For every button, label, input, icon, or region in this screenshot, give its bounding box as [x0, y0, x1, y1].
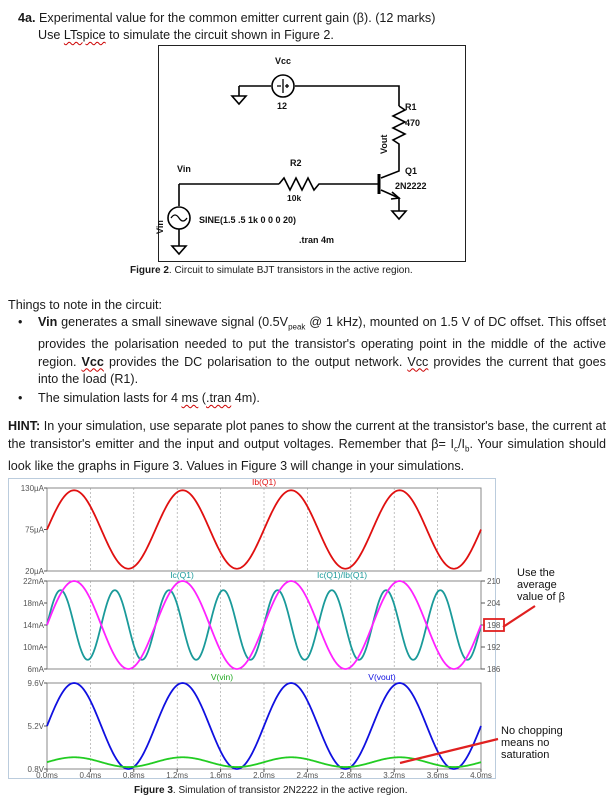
figure3-text: . Simulation of transistor 2N2222 in the active region. — [172, 785, 408, 796]
r1-label: R1 — [405, 102, 417, 112]
beta-arrow — [503, 606, 535, 627]
chop-note — [501, 725, 563, 761]
bullet-1 — [8, 314, 606, 389]
r1-value: 470 — [405, 118, 421, 128]
hint-text-c: . Your simulation should look like the graphs in Figure 3. Values in Figure 3 will change in your simulations. — [8, 436, 606, 473]
pane2-ytick-left-1: 18mA — [23, 599, 44, 608]
pane2-ytick-left-0: 22mA — [23, 577, 44, 586]
question-title-text: Experimental value for the common emitter current gain (β). (12 marks) — [39, 11, 436, 25]
b1-vcc2: Vcc — [407, 354, 429, 369]
vcc-symbol-marks — [277, 79, 289, 93]
figure3-label: Figure 3 — [134, 785, 173, 796]
bullet-dot-1: • — [18, 315, 23, 329]
pane3-legend-vout: V(vout) — [368, 672, 396, 682]
hint-sub-c: c — [454, 444, 459, 454]
q1-label: Q1 — [405, 166, 418, 176]
b2-b: ( — [198, 391, 206, 405]
emitter-wire — [381, 190, 399, 211]
pane1-title: Ib(Q1) — [251, 477, 277, 487]
beta-note — [517, 567, 565, 603]
beta-note-line-1: Use the — [517, 567, 555, 579]
r2-label: R2 — [290, 158, 302, 168]
question-title — [18, 10, 435, 26]
xtick-0: 0.0ms — [36, 771, 58, 780]
pane3-ytick-0: 9.6V — [27, 679, 44, 688]
notes-heading: Things to note in the circuit: — [8, 298, 163, 312]
b1-bold: Vin — [38, 315, 58, 329]
ground-symbol-3 — [172, 246, 186, 254]
chop-note-line-3: saturation — [501, 749, 550, 761]
ground-symbol-1 — [232, 96, 246, 104]
figure3-caption — [134, 785, 407, 796]
r1-resistor — [393, 106, 405, 166]
tran-spec: .tran 4m — [299, 235, 335, 245]
pane2-ytick-right-0: 210 — [487, 577, 501, 586]
subtitle-pre: Use — [38, 28, 64, 42]
vin-sine-mark — [171, 215, 187, 221]
b2-ms: ms — [181, 391, 199, 405]
xtick-10: 4.0ms — [470, 771, 492, 780]
hint-text-b: /I — [458, 436, 466, 451]
simulation-plot — [8, 477, 501, 780]
xtick-1: 0.4ms — [79, 771, 102, 780]
bullet-1-text — [38, 314, 606, 389]
xtick-4: 1.6ms — [209, 771, 232, 780]
xtick-7: 2.8ms — [339, 771, 362, 780]
ground-symbol-2 — [392, 211, 406, 219]
xtick-8: 3.2ms — [383, 771, 406, 780]
figure2-text: . Circuit to simulate BJT transistors in the active region. — [168, 265, 413, 276]
circuit-schematic — [155, 46, 465, 261]
sine-spec: SINE(1.5 .5 1k 0 0 0 20) — [199, 215, 297, 225]
xtick-9: 3.6ms — [426, 771, 449, 780]
b1-c: provides the DC polarisation to the output network. — [103, 354, 408, 369]
pane3-ytick-2: 0.8V — [27, 765, 44, 774]
b2-tran: .tran — [206, 391, 232, 405]
pane2-ytick-right-1: 204 — [487, 599, 501, 608]
beta-note-line-2: average — [517, 579, 557, 591]
r2-value: 10k — [287, 193, 302, 203]
vout-label: Vout — [379, 134, 389, 154]
pane2-ytick-left-4: 6mA — [27, 665, 44, 674]
hint-text-a: In your simulation, use separate plot panes to show the current at the transistor's base, the current at the transistor's emitter and the input and output voltages. Remember that β= I — [8, 419, 606, 451]
vcc-rail — [295, 86, 399, 106]
question-subtitle — [38, 27, 334, 43]
chop-note-line-2: means no — [501, 737, 550, 749]
r2-resistor — [279, 178, 379, 190]
figure2-caption — [130, 265, 413, 276]
b2-a: The simulation lasts for 4 — [38, 391, 182, 405]
bullet-2 — [8, 390, 606, 408]
hint-label: HINT: — [8, 419, 41, 433]
bullet-2-text — [38, 390, 606, 408]
xtick-5: 2.0ms — [253, 771, 275, 780]
pane2-legend-ic: Ic(Q1) — [170, 570, 194, 580]
question-number: 4a. — [18, 11, 36, 25]
vin-series-line — [47, 757, 481, 767]
plot-svg — [9, 477, 501, 780]
chop-note-line-1: No chopping — [501, 725, 563, 737]
xtick-6: 2.4ms — [296, 771, 319, 780]
pane1-ytick-2: 20µA — [25, 567, 44, 576]
vin-net-label: Vin — [177, 164, 191, 174]
pane2-ytick-right-4: 186 — [487, 665, 501, 674]
vcc-label: Vcc — [275, 56, 292, 66]
pane1-ytick-0: 130µA — [20, 484, 44, 493]
hint-sub-b: b — [465, 444, 470, 454]
vin-source-label: Vin — [155, 220, 165, 234]
vcc-value: 12 — [277, 101, 288, 111]
collector-wire — [381, 166, 399, 178]
pane2-ytick-left-3: 10mA — [23, 643, 44, 652]
pane2-legend-beta: Ic(Q1)/Ib(Q1) — [316, 570, 368, 580]
subtitle-post: to simulate the circuit shown in Figure 2. — [105, 28, 334, 42]
q1-model: 2N2222 — [395, 181, 427, 191]
b1-a: generates a small sinewave signal (0.5V — [57, 315, 289, 329]
pane3-ytick-1: 5.2V — [27, 722, 44, 731]
xtick-2: 0.8ms — [122, 771, 145, 780]
b2-c: 4m). — [231, 391, 260, 405]
beta-note-line-3: value of β — [517, 591, 565, 603]
b1-vcc1: Vcc — [81, 354, 104, 369]
circuit-figure — [155, 45, 466, 262]
hint-paragraph — [8, 418, 606, 475]
b1-d: provides the current that goes into the load (R1). — [38, 354, 606, 387]
pane2-ytick-left-2: 14mA — [23, 621, 44, 630]
b1-b: @ 1 kHz), mounted on 1.5 V of DC offset. This offset provides the polarisation needed to put the transistor's operating point in the middle of the active region. — [38, 315, 606, 369]
pane2-ytick-right-3: 192 — [487, 643, 501, 652]
xtick-3: 1.2ms — [166, 771, 189, 780]
pane2-ytick-right-2: 198 — [487, 621, 501, 630]
b1-sub: peak — [288, 322, 306, 332]
ltspice-word: LTspice — [63, 28, 106, 42]
figure2-label: Figure 2 — [130, 265, 169, 276]
pane3-legend-vin: V(vin) — [210, 672, 234, 682]
pane1-ytick-1: 75µA — [25, 525, 44, 535]
bullet-dot-2: • — [18, 391, 23, 405]
